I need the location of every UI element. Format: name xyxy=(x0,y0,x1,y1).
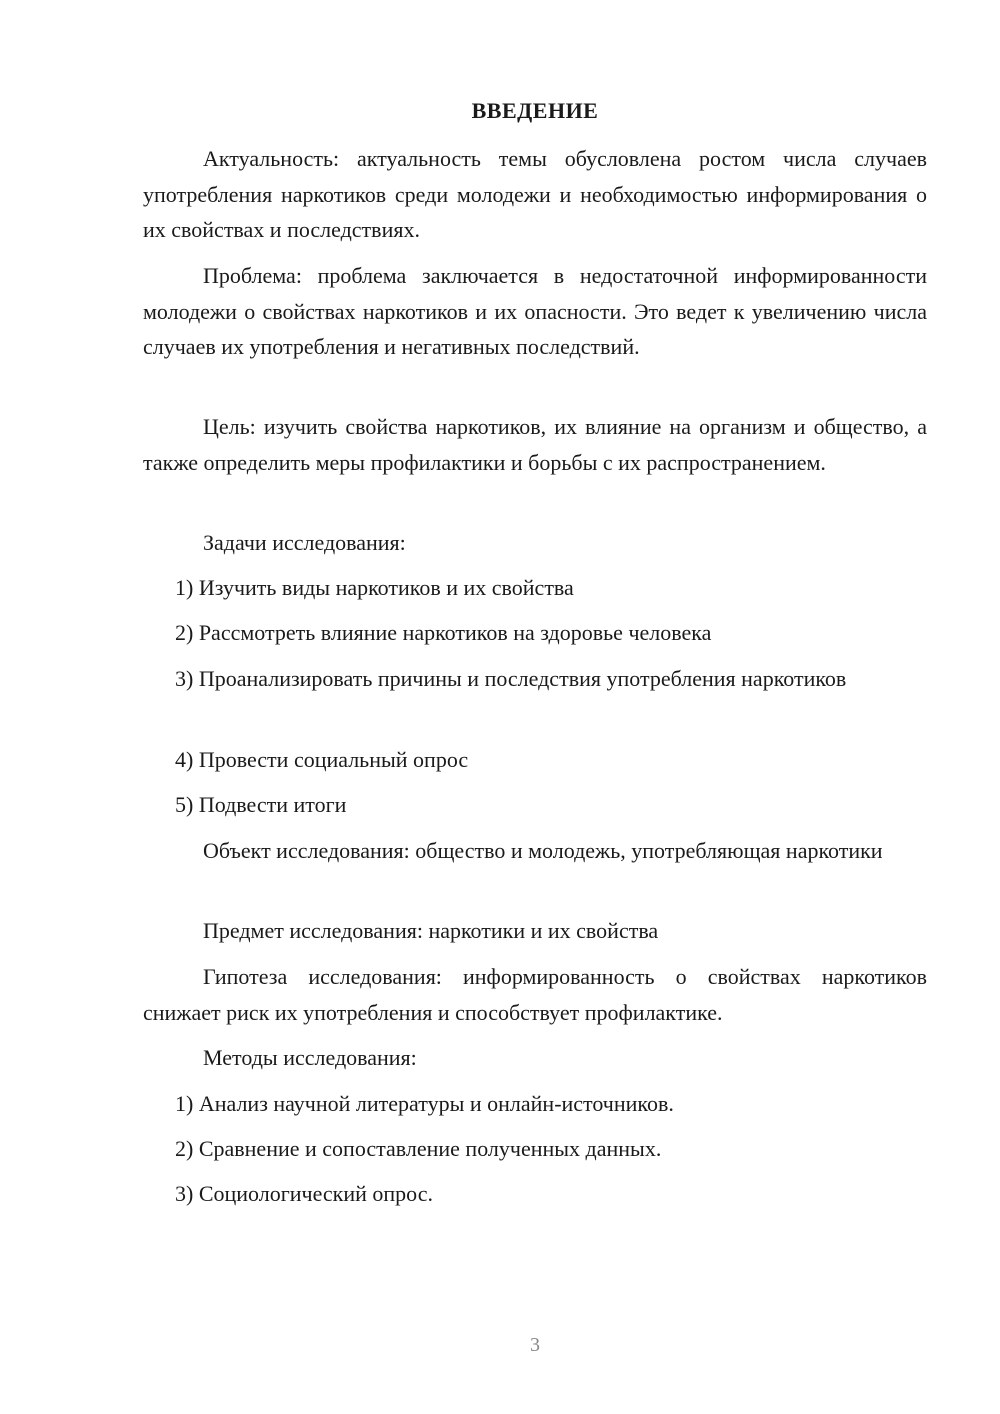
hypothesis-paragraph: Гипотеза исследования: информированность о свойствах наркотиков снижает риск их употребления и способствует профилактике. xyxy=(143,964,927,1025)
method-item-2: 2) Сравнение и сопоставление полученных данных. xyxy=(175,1136,662,1161)
relevance-paragraph: Актуальность: актуальность темы обусловлена ростом числа случаев употребления наркотиков среди молодежи и необходимостью информирования о их свойствах и последствиях. xyxy=(143,146,927,242)
methods-title: Методы исследования: xyxy=(203,1045,417,1070)
method-item-3: 3) Социологический опрос. xyxy=(175,1181,433,1206)
object-paragraph: Объект исследования: общество и молодежь, употребляющая наркотики xyxy=(203,838,883,863)
task-item-3: 3) Проанализировать причины и последствия употребления наркотиков xyxy=(175,666,847,691)
task-item-5: 5) Подвести итоги xyxy=(175,792,347,817)
document-page xyxy=(143,0,927,1414)
goal-paragraph: Цель: изучить свойства наркотиков, их влияние на организм и общество, а также определить меры профилактики и борьбы с их распространением. xyxy=(143,414,927,475)
tasks-title: Задачи исследования: xyxy=(203,530,406,555)
page-number: 3 xyxy=(530,1334,540,1356)
task-item-2: 2) Рассмотреть влияние наркотиков на здоровье человека xyxy=(175,620,712,645)
problem-paragraph: Проблема: проблема заключается в недостаточной информированности молодежи о свойствах наркотиков и их опасности. Это ведет к увеличению числа случаев их употребления и негативных последствий. xyxy=(143,263,927,359)
method-item-1: 1) Анализ научной литературы и онлайн-источников. xyxy=(175,1091,674,1116)
task-item-1: 1) Изучить виды наркотиков и их свойства xyxy=(175,575,574,600)
page-title: ВВЕДЕНИЕ xyxy=(471,98,599,123)
subject-paragraph: Предмет исследования: наркотики и их свойства xyxy=(203,918,659,943)
task-item-4: 4) Провести социальный опрос xyxy=(175,747,469,772)
